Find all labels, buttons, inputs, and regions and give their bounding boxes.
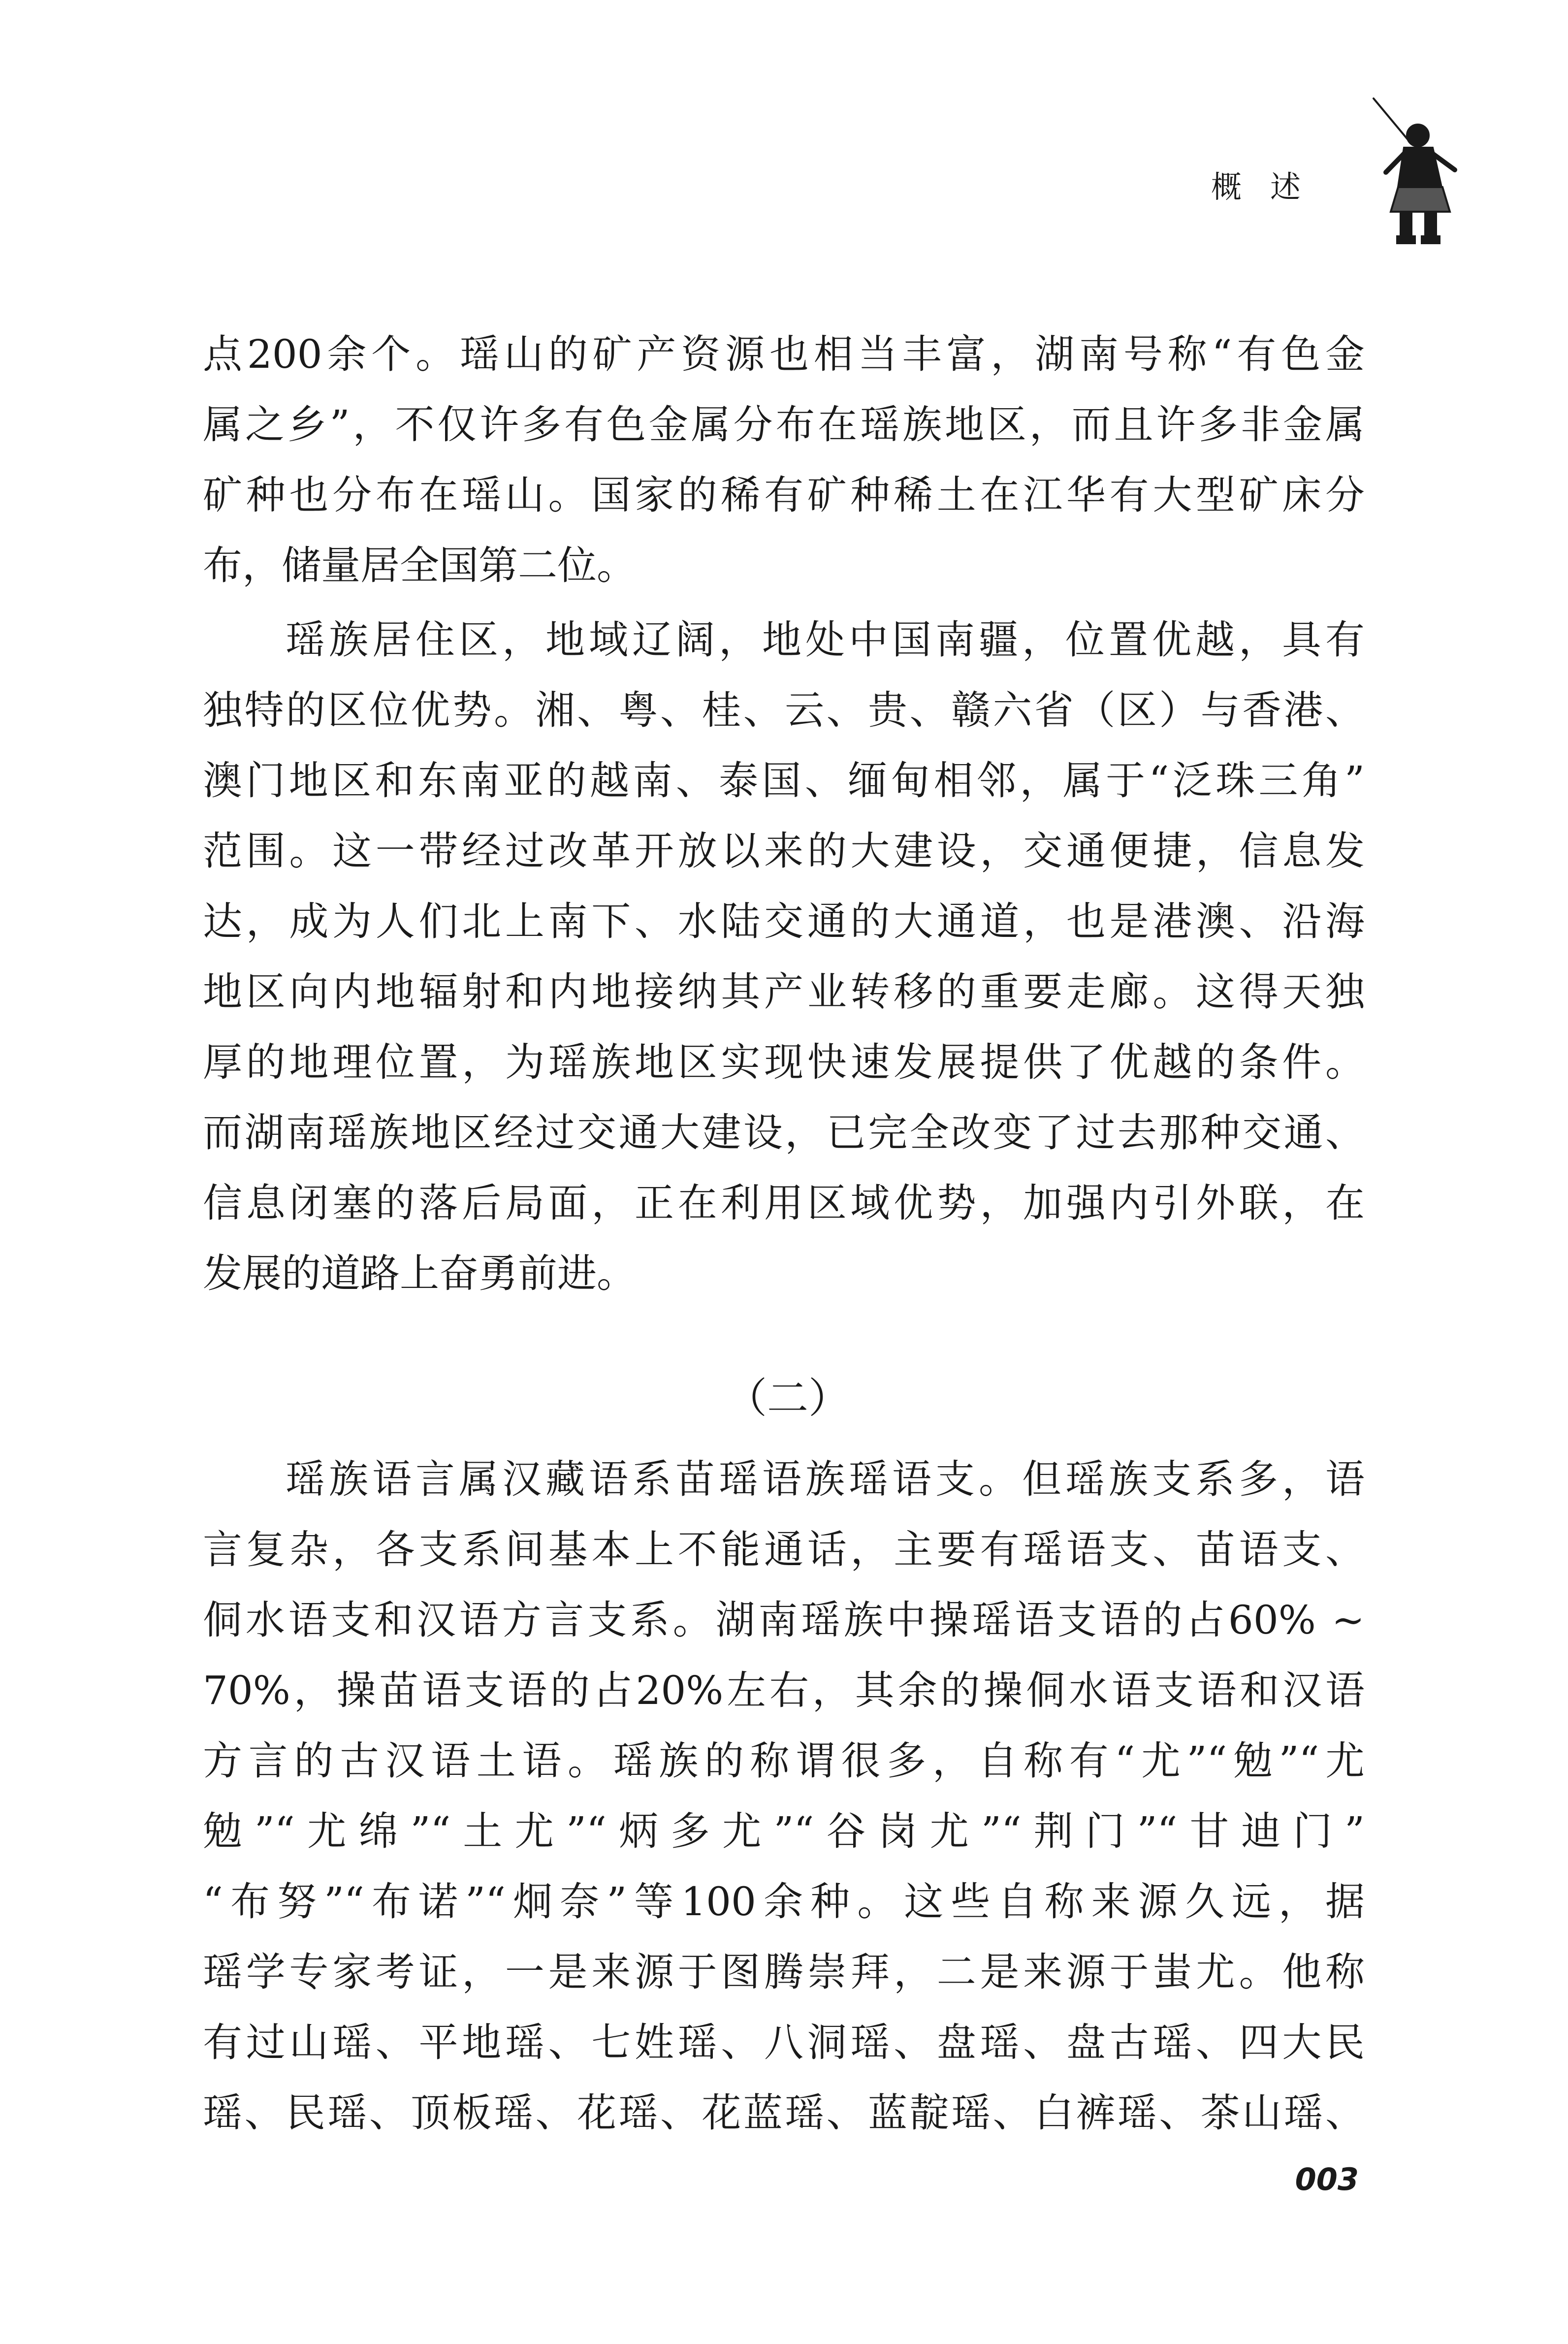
text-line: 瑶学专家考证，一是来源于图腾崇拜，二是来源于蚩尤。他称: [203, 1949, 1365, 1995]
text-line: 澳门地区和东南亚的越南、泰国、缅甸相邻，属于“泛珠三角”: [203, 758, 1365, 803]
text-line: 瑶、民瑶、顶板瑶、花瑶、花蓝瑶、蓝靛瑶、白裤瑶、茶山瑶、: [203, 2090, 1365, 2136]
text-line: 布，储量居全国第二位。: [203, 543, 636, 588]
running-header: 概述: [1211, 169, 1330, 205]
text-line: “布努”“布诺”“炯奈”等100余种。这些自称来源久远，据: [203, 1879, 1365, 1925]
text-line: 矿种也分布在瑶山。国家的稀有矿种稀土在江华有大型矿床分: [203, 472, 1365, 518]
text-line: 地区向内地辐射和内地接纳其产业转移的重要走廊。这得天独: [203, 969, 1365, 1015]
text-line: 而湖南瑶族地区经过交通大建设，已完全改变了过去那种交通、: [203, 1110, 1365, 1156]
text-line: 达，成为人们北上南下、水陆交通的大通道，也是港澳、沿海: [203, 899, 1365, 944]
text-line: 瑶族居住区，地域辽阔，地处中国南疆，位置优越，具有: [286, 617, 1365, 663]
section-heading: （二）: [725, 1374, 850, 1422]
text-line: 方言的古汉语土语。瑶族的称谓很多，自称有“尤”“勉”“尤: [203, 1738, 1365, 1784]
paragraph-location: [203, 605, 1365, 1309]
text-line: 70%，操苗语支语的占20%左右，其余的操侗水语支语和汉语: [203, 1668, 1365, 1713]
text-line: 瑶族语言属汉藏语系苗瑶语族瑶语支。但瑶族支系多，语: [286, 1456, 1365, 1502]
text-line: 属之乡”，不仅许多有色金属分布在瑶族地区，而且许多非金属: [203, 402, 1365, 448]
text-line: 信息闭塞的落后局面，正在利用区域优势，加强内引外联，在: [203, 1180, 1365, 1226]
text-line: 独特的区位优势。湘、粤、桂、云、贵、赣六省（区）与香港、: [203, 687, 1365, 733]
text-line: 范围。这一带经过改革开放以来的大建设，交通便捷，信息发: [203, 828, 1365, 874]
text-line: 发展的道路上奋勇前进。: [203, 1251, 636, 1296]
dancer-figure-icon: [1359, 89, 1462, 251]
text-line: 勉”“尤绵”“土尤”“炳多尤”“谷岗尤”“荆门”“甘迪门”: [203, 1808, 1365, 1854]
text-line: 点200余个。瑶山的矿产资源也相当丰富，湖南号称“有色金: [203, 331, 1365, 377]
page-number: 003: [1295, 2161, 1359, 2197]
text-line: 厚的地理位置，为瑶族地区实现快速发展提供了优越的条件。: [203, 1039, 1365, 1085]
text-line: 有过山瑶、平地瑶、七姓瑶、八洞瑶、盘瑶、盘古瑶、四大民: [203, 2020, 1365, 2065]
paragraph-continued: [203, 319, 1365, 601]
text-line: 侗水语支和汉语方言支系。湖南瑶族中操瑶语支语的占60% ~: [203, 1597, 1365, 1643]
paragraph-language: [203, 1444, 1365, 2148]
text-line: 言复杂，各支系间基本上不能通话，主要有瑶语支、苗语支、: [203, 1527, 1365, 1573]
